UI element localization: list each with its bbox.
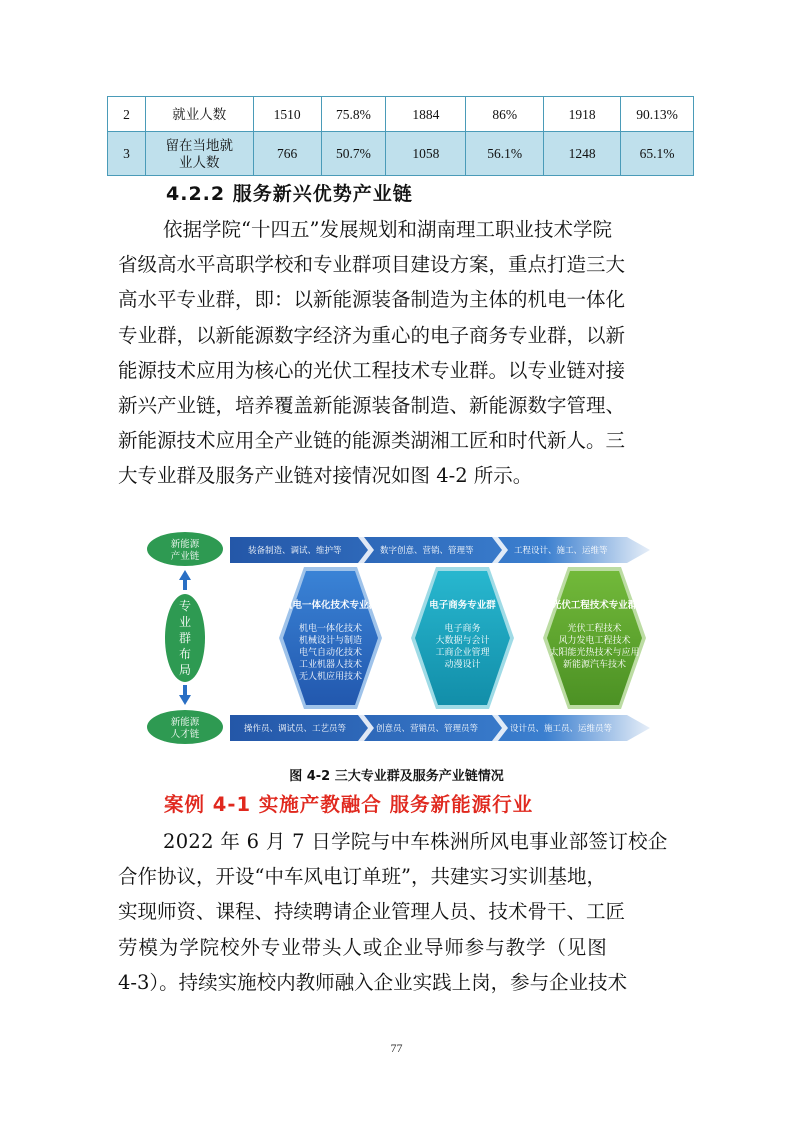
circle-char: 局 — [178, 663, 192, 677]
hexagon-title: 电子商务专业群 — [429, 600, 496, 611]
bottom-arrow-label: 设计员、施工员、运维员等 — [510, 724, 613, 734]
table-cell — [145, 132, 253, 176]
bottom-arrow-label: 创意员、营销员、管理员等 — [376, 724, 479, 734]
circle-label: 新能源 — [170, 717, 200, 728]
hexagon-item: 动漫设计 — [444, 660, 481, 670]
circle-char: 群 — [178, 631, 192, 645]
hexagon-item: 风力发电工程技术 — [558, 636, 631, 646]
table-cell: 90.13% — [621, 97, 694, 132]
hexagon-item: 工商企业管理 — [435, 648, 490, 658]
paragraph-line: 4-3）。持续实施校内教师融入企业实践上岗，参与企业技术 — [118, 970, 628, 994]
talent-chain-circle — [147, 710, 223, 744]
table-cell: 1510 — [253, 97, 321, 132]
table-cell: 75.8% — [321, 97, 386, 132]
top-arrow-label: 工程设计、施工、运维等 — [514, 546, 608, 556]
hexagon-item: 无人机应用技术 — [298, 672, 363, 682]
hexagon-electromechanical — [279, 567, 382, 709]
paragraph-1 — [118, 212, 674, 494]
top-arrow-label: 数字创意、营销、管理等 — [380, 546, 474, 556]
top-arrow-band — [230, 537, 650, 563]
table-cell: 1884 — [386, 97, 466, 132]
circle-char: 布 — [178, 647, 192, 661]
table-cell: 56.1% — [466, 132, 544, 176]
hexagon-item: 工业机器人技术 — [298, 660, 363, 670]
paragraph-line: 大专业群及服务产业链对接情况如图 4-2 所示。 — [118, 464, 533, 488]
table-cell: 766 — [253, 132, 321, 176]
paragraph-line: 合作协议，开设“中车风电订单班”，共建实习实训基地， — [118, 865, 606, 889]
circle-char: 业 — [178, 615, 192, 629]
specialty-layout-circle — [165, 594, 205, 682]
table-row — [108, 132, 694, 176]
table-cell: 就业人数 — [145, 97, 253, 132]
paragraph-line: 能源技术应用为核心的光伏工程技术专业群。以专业链对接 — [118, 358, 626, 382]
circle-label: 人才链 — [170, 729, 200, 740]
data-table — [107, 96, 694, 176]
paragraph-2 — [118, 824, 674, 1000]
table-cell: 86% — [466, 97, 544, 132]
table-cell: 50.7% — [321, 132, 386, 176]
table-cell: 2 — [108, 97, 146, 132]
table-row — [108, 97, 694, 132]
paragraph-line: 劳模为学院校外专业带头人或企业导师参与教学（见图 — [118, 935, 608, 959]
hexagon-title: 光伏工程技术专业群 — [551, 600, 638, 611]
section-heading: 4.2.2 服务新兴优势产业链 — [166, 183, 413, 205]
hexagon-item: 机电一体化技术 — [298, 624, 363, 634]
figure-caption: 图 4-2 三大专业群及服务产业链情况 — [289, 769, 504, 784]
case-title: 案例 4-1 实施产教融合 服务新能源行业 — [164, 793, 534, 816]
paragraph-line: 专业群，以新能源数字经济为重心的电子商务专业群，以新 — [118, 323, 626, 347]
bottom-arrow-band — [230, 715, 650, 741]
paragraph-line: 依据学院“十四五”发展规划和湖南理工职业技术学院 — [163, 218, 612, 241]
circle-char: 专 — [178, 599, 192, 613]
paragraph-line: 新兴产业链，培养覆盖新能源装备制造、新能源数字管理、 — [118, 393, 626, 417]
hexagon-ecommerce — [411, 567, 514, 709]
circle-label: 新能源 — [170, 539, 200, 550]
hexagon-item: 机械设计与制造 — [298, 636, 363, 646]
hexagon-photovoltaic — [543, 567, 646, 709]
table-cell: 1248 — [544, 132, 621, 176]
hexagon-title: 机电一体化技术专业群 — [282, 600, 379, 611]
top-arrow-label: 装备制造、调试、维护等 — [248, 546, 342, 556]
table-cell: 1058 — [386, 132, 466, 176]
hexagon-item: 新能源汽车技术 — [562, 660, 627, 670]
cell-line: 业人数 — [179, 154, 220, 170]
hexagon-item: 大数据与会计 — [435, 636, 490, 646]
bottom-arrow-label: 操作员、调试员、工艺员等 — [244, 724, 347, 734]
paragraph-line: 高水平专业群，即：以新能源装备制造为主体的机电一体化 — [118, 288, 626, 312]
table-cell: 3 — [108, 132, 146, 176]
hexagon-item: 电气自动化技术 — [298, 648, 363, 658]
cell-line: 留在当地就 — [165, 137, 234, 153]
industry-chain-circle — [147, 532, 223, 566]
page-number: 77 — [390, 1041, 403, 1055]
table-cell: 1918 — [544, 97, 621, 132]
circle-label: 产业链 — [170, 551, 200, 562]
hexagon-item: 太阳能光热技术与应用 — [549, 648, 640, 658]
paragraph-line: 实现师资、课程、持续聘请企业管理人员、技术骨干、工匠 — [118, 900, 626, 924]
paragraph-line: 2022 年 6 月 7 日学院与中车株洲所风电事业部签订校企 — [163, 830, 668, 853]
table-cell: 65.1% — [621, 132, 694, 176]
hexagon-item: 电子商务 — [444, 624, 481, 634]
paragraph-line: 省级高水平高职学校和专业群项目建设方案，重点打造三大 — [118, 253, 626, 277]
industry-chain-diagram — [140, 522, 650, 754]
hexagon-item: 光伏工程技术 — [567, 624, 622, 634]
paragraph-line: 新能源技术应用全产业链的能源类湖湘工匠和时代新人。三 — [118, 429, 626, 453]
